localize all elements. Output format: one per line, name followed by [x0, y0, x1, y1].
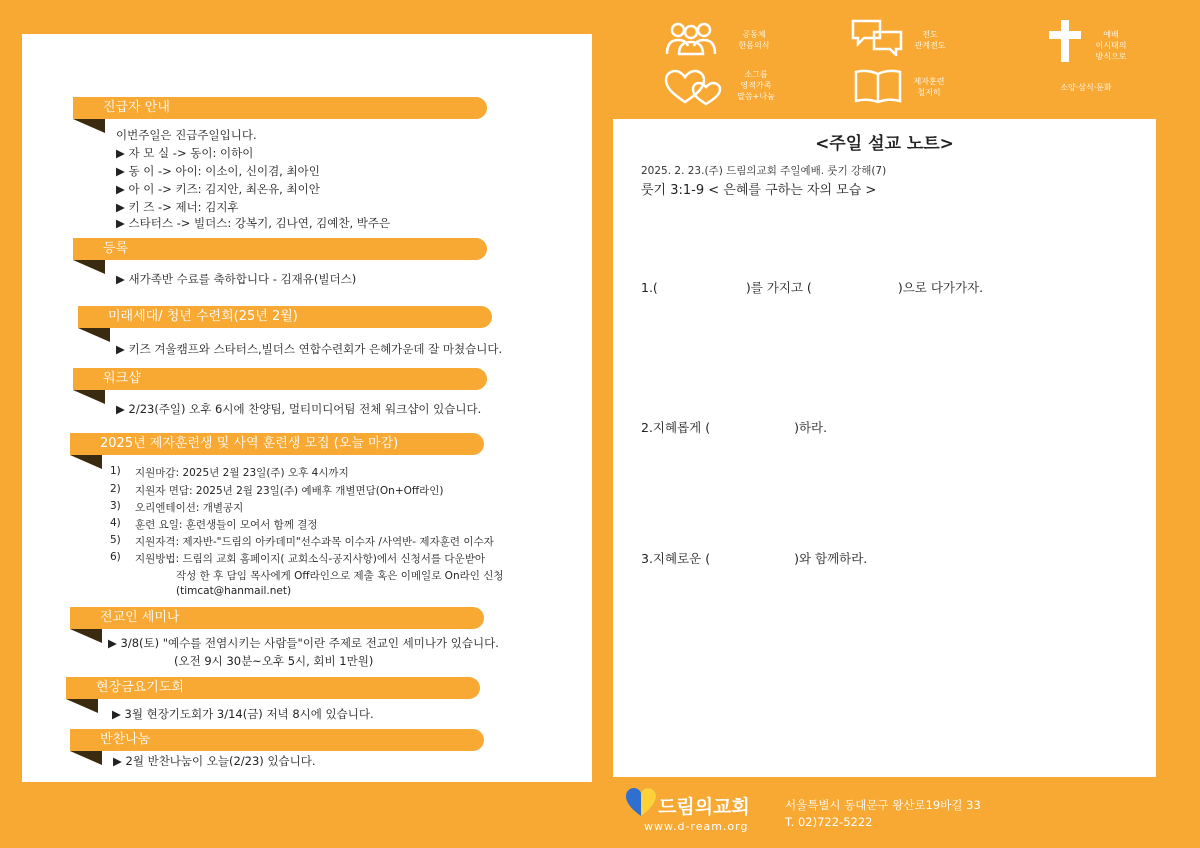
prayer-line: ▶ 3월 현장기도회가 3/14(금) 저녁 8시에 있습니다.	[112, 707, 374, 721]
point-text: 2.지혜롭게 (	[641, 420, 711, 435]
item-number: 1)	[110, 465, 121, 477]
note-subtitle: 2025. 2. 23.(주) 드림의교회 주일예배. 룻기 강해(7)	[641, 165, 887, 177]
item-number: 4)	[110, 517, 121, 529]
church-address: 서울특별시 동대문구 왕산로19바길 33	[785, 798, 981, 812]
label-line: 소그룹	[744, 70, 768, 79]
sharing-line: ▶ 2월 반찬나눔이 오늘(2/23) 있습니다.	[113, 754, 316, 768]
label-line: 전도	[922, 30, 938, 39]
label-line: 방식으로	[1095, 52, 1127, 61]
item-number: 3)	[110, 500, 121, 512]
point-text: 1.(	[641, 280, 658, 295]
recruitment-item: 지원자격: 제자반-"드림의 아카데미"선수과목 이수자 /사역반- 제자훈련 이수자	[135, 536, 494, 548]
promotion-line: 이번주일은 진급주일입니다.	[116, 128, 257, 142]
section-title-sharing: 반찬나눔	[70, 729, 484, 751]
promotion-line: ▶ 자 모 실 -> 동이: 이하이	[116, 146, 254, 160]
recruitment-email: (timcat@hanmail.net)	[176, 585, 292, 597]
icon-label	[905, 29, 955, 51]
note-title: <주일 설교 노트>	[815, 134, 954, 154]
culture-label: 소양·삼식·문화	[1060, 83, 1112, 92]
book-icon	[853, 68, 903, 104]
note-scripture: 룻기 3:1-9 < 은혜를 구하는 자의 모습 >	[641, 183, 877, 198]
note-point-3	[641, 549, 867, 567]
label-line: 한몸의식	[738, 41, 770, 50]
cross-icon	[1046, 18, 1084, 64]
label-line: 예배	[1103, 30, 1119, 39]
promotion-line: ▶ 키 즈 -> 제너: 김지후	[116, 200, 239, 214]
section-title-prayer: 현장금요기도회	[66, 677, 480, 699]
icon-label	[734, 29, 774, 51]
point-text: )를 가지고 (	[745, 280, 812, 295]
icon-label	[905, 76, 953, 98]
section-title-seminar: 전교인 세미나	[70, 607, 484, 629]
church-phone: T. 02)722-5222	[785, 815, 873, 829]
seminar-line: ▶ 3/8(토) "예수를 전염시키는 사람들"이란 주제로 전교인 세미나가 있습니다.	[108, 636, 499, 650]
label-line: 제자훈련	[913, 77, 945, 86]
promotion-line: ▶ 아 이 -> 키즈: 김지안, 최온유, 최이안	[116, 182, 320, 196]
item-number: 5)	[110, 534, 121, 546]
recruitment-item: 지원방법: 드림의 교회 홈페이지( 교회소식-공지사항)에서 신청서를 다운받아	[135, 553, 485, 565]
speech-icon	[850, 18, 904, 56]
label-line: 철저히	[917, 88, 941, 97]
section-arrow	[70, 455, 102, 469]
item-number: 2)	[110, 483, 121, 495]
label-line: 영적가족	[740, 81, 772, 90]
section-arrow	[73, 390, 105, 404]
workshop-line: ▶ 2/23(주일) 오후 6시에 찬양팀, 멀티미디어팀 전체 워크샵이 있습니다.	[116, 402, 482, 416]
note-point-2	[641, 418, 827, 436]
note-point-1	[641, 278, 983, 296]
community-icon	[664, 20, 718, 56]
hearts-icon	[663, 68, 723, 106]
church-url[interactable]: www.d-ream.org	[644, 820, 749, 833]
recruitment-item: 오리엔테이션: 개별공지	[135, 502, 244, 514]
point-text: )으로 다가가자.	[897, 280, 984, 295]
section-arrow	[78, 328, 110, 342]
point-text: )하라.	[794, 420, 828, 435]
recruitment-item: 지원마감: 2025년 2월 23일(주) 오후 4시까지	[135, 467, 349, 479]
label-line: 말씀+나눔	[737, 92, 775, 101]
label-line: 관계전도	[914, 41, 946, 50]
item-number: 6)	[110, 551, 121, 563]
recruitment-item: 지원자 면담: 2025년 2월 23일(주) 예배후 개별면담(On+Off라인)	[135, 485, 444, 497]
registration-line: ▶ 새가족반 수료를 축하합니다 - 김재유(빌더스)	[116, 272, 357, 286]
recruitment-extra: 작성 한 후 담임 목사에게 Off라인으로 제출 혹은 이메일로 On라인 신청	[176, 570, 504, 582]
icon-label	[732, 69, 780, 102]
section-title-recruitment: 2025년 제자훈련생 및 사역 훈련생 모집 (오늘 마감)	[70, 433, 484, 455]
section-title-promotion: 진급자 안내	[73, 97, 487, 119]
label-line: 공동체	[742, 30, 766, 39]
section-arrow	[70, 629, 102, 643]
church-logo-icon	[624, 786, 658, 818]
recruitment-item: 훈련 요일: 훈련생들이 모여서 함께 결정	[135, 519, 318, 531]
sermon-note-panel	[613, 119, 1156, 777]
section-arrow	[66, 699, 98, 713]
church-name: 드림의교회	[658, 796, 750, 818]
seminar-line: (오전 9시 30분~오후 5시, 회비 1만원)	[174, 654, 374, 668]
retreat-line: ▶ 키즈 겨울캠프와 스타터스,빌더스 연합수련회가 은혜가운데 잘 마쳤습니다.	[116, 342, 503, 356]
section-title-workshop: 워크샵	[73, 368, 487, 390]
label-line: 이시대의	[1095, 41, 1127, 50]
promotion-line: ▶ 동 이 -> 아이: 이소이, 신이겸, 최아인	[116, 164, 320, 178]
section-title-retreat: 미래세대/ 청년 수련회(25년 2월)	[78, 306, 492, 328]
section-arrow	[70, 751, 102, 765]
icon-label	[1085, 29, 1137, 62]
section-arrow	[73, 119, 105, 133]
section-title-registration: 등록	[73, 238, 487, 260]
section-arrow	[73, 260, 105, 274]
point-text: 3.지혜로운 (	[641, 551, 711, 566]
promotion-line: ▶ 스타터스 -> 빌더스: 강복기, 김나연, 김예찬, 박주은	[116, 216, 391, 230]
point-text: )와 함께하라.	[794, 551, 868, 566]
